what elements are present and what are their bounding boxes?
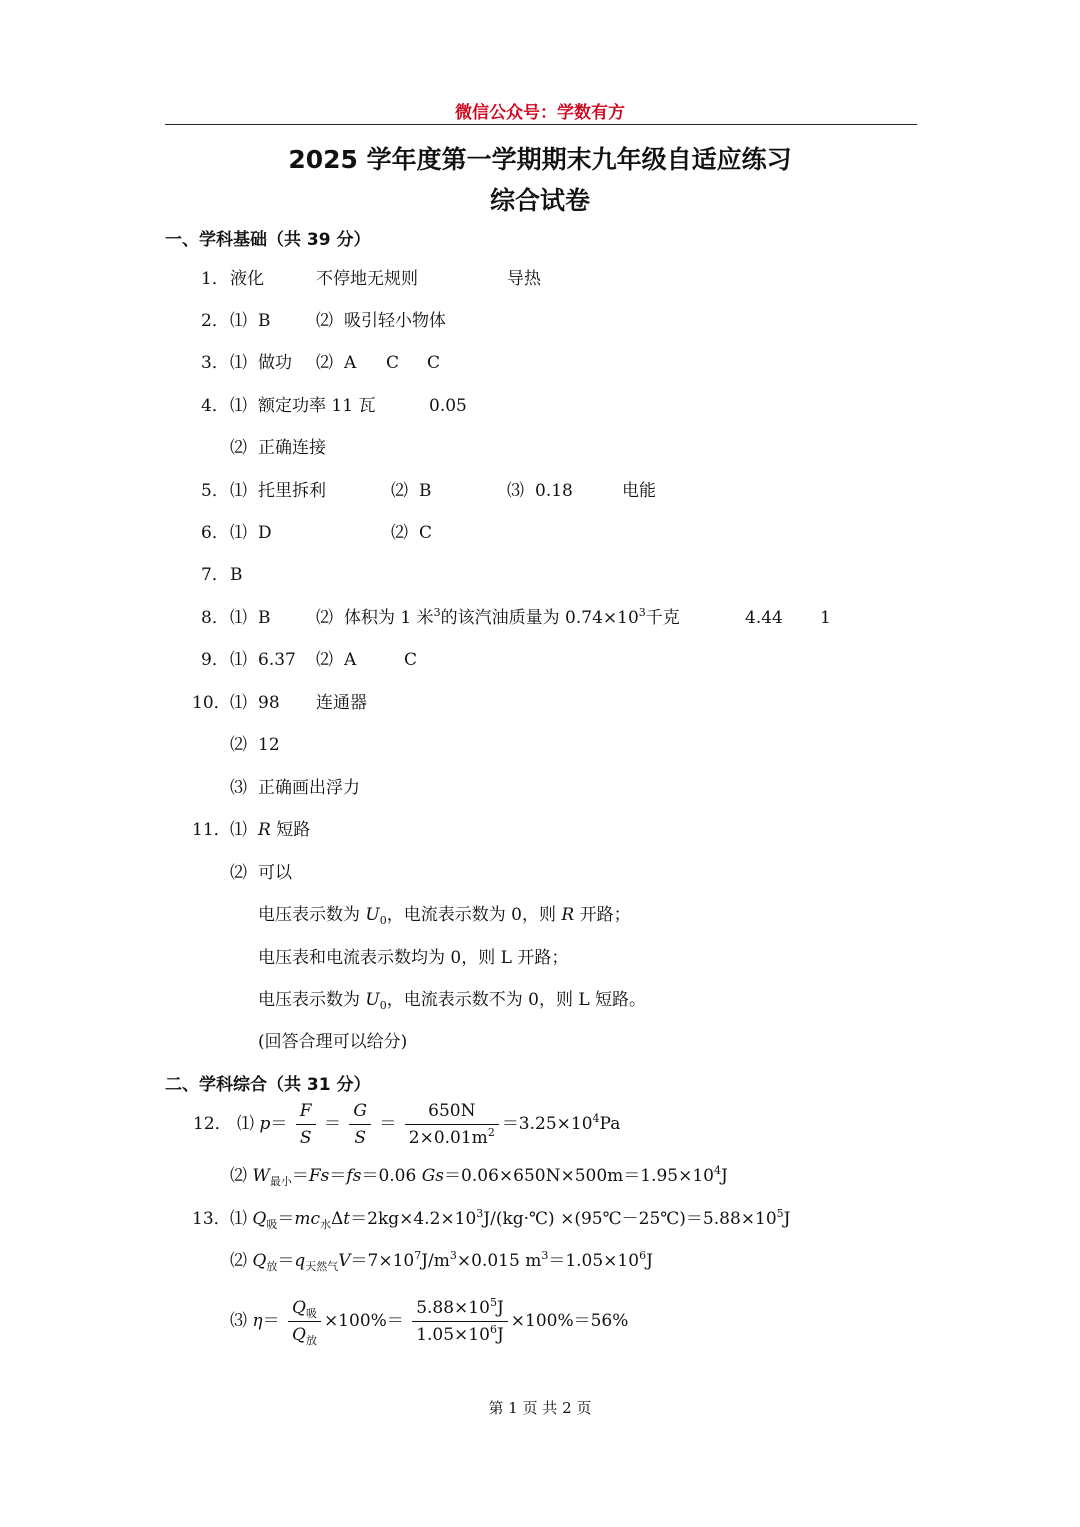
page-header: 微信公众号：学数有方: [455, 103, 625, 123]
q5-answer-2: B: [419, 481, 432, 501]
q11-case-3: 电压表示数为 $U_0$，电流表示数不为 0，则 L 短路。: [258, 990, 647, 1012]
q6-answer-2: C: [419, 523, 433, 543]
q10-part-3: ⑶: [230, 778, 247, 798]
q10-answer-1: 98: [258, 693, 280, 713]
q7-answer-1: B: [230, 565, 243, 585]
q10-answer-4: 正确画出浮力: [258, 778, 360, 798]
q9-answer-3: C: [404, 650, 418, 670]
q13-part-1-formula: ⑴ $Q_吸=mc_水\Delta t=2kg\times 4.2\times 10^3J/(kg\cdot℃)$ $\times(95℃-25℃)=5.88\times 10^5J$: [230, 1207, 791, 1231]
q10-part-2: ⑵: [230, 735, 247, 755]
q5-part-1: ⑴: [230, 481, 247, 501]
q10-answer-2: 连通器: [316, 693, 367, 713]
q10-answer-3: 12: [258, 735, 280, 755]
q11-note: (回答合理可以给分): [258, 1032, 408, 1052]
page-subtitle: 综合试卷: [489, 186, 590, 215]
q9-number: 9．: [201, 650, 229, 670]
q9-answer-2: A: [344, 650, 357, 670]
q8-answer-4: 1: [820, 608, 831, 628]
q5-answer-1: 托里拆利: [258, 481, 326, 501]
q10-part-1: ⑴: [230, 693, 247, 713]
q6-part-2: ⑵: [391, 523, 408, 543]
header-divider: [165, 124, 917, 125]
q6-part-1: ⑴: [230, 523, 247, 543]
q11-part-2: ⑵: [230, 863, 247, 883]
q11-answer-1: R 短路: [258, 820, 311, 840]
q10-number: 10．: [192, 693, 231, 713]
q2-number: 2．: [201, 311, 229, 331]
q5-number: 5．: [201, 481, 229, 501]
q12-number: 12．: [193, 1114, 232, 1134]
q1-answer-1: 液化: [230, 269, 264, 289]
q8-part-2: ⑵: [316, 608, 333, 628]
q8-answer-1: B: [258, 608, 271, 628]
q11-part-1: ⑴: [230, 820, 247, 840]
q8-number: 8．: [201, 608, 229, 628]
q4-answer-2: 0.05: [429, 396, 467, 416]
page-title: 2025 学年度第一学期期末九年级自适应练习: [288, 145, 792, 174]
q9-part-2: ⑵: [316, 650, 333, 670]
q11-case-1: 电压表示数为 $U_0$，电流表示数为 0，则 R 开路；: [258, 905, 631, 927]
q4-number: 4．: [201, 396, 229, 416]
q11-answer-2: 可以: [258, 863, 292, 883]
q3-answer-2: A: [344, 353, 357, 373]
q3-answer-1: 做功: [258, 353, 292, 373]
page-footer: 第 1 页 共 2 页: [488, 1399, 592, 1417]
section-2-heading: 二、学科综合（共 31 分）: [165, 1075, 371, 1095]
q8-answer-3: 4.44: [745, 608, 783, 628]
q8-answer-2: 体积为 1 米$^3$的该汽油质量为 $0.74\times 10^3$千克: [344, 606, 680, 628]
q4-answer-1: 额定功率 11 瓦: [258, 396, 376, 416]
q13-part-2-formula: ⑵ $Q_放=q_{天然气}V=7\times 10^7J/m^3\times 0.015$ $m^3=1.05\times 10^6J$: [230, 1249, 653, 1273]
q12-part-1: ⑴: [237, 1114, 255, 1134]
q3-answer-3: C: [386, 353, 400, 373]
q5-answer-3: 0.18: [535, 481, 573, 501]
q9-part-1: ⑴: [230, 650, 247, 670]
q6-answer-1: D: [258, 523, 272, 543]
q5-part-2: ⑵: [391, 481, 408, 501]
q5-answer-4: 电能: [622, 481, 656, 501]
q3-part-2: ⑵: [316, 353, 333, 373]
q4-answer-3: 正确连接: [258, 438, 326, 458]
q3-number: 3．: [201, 353, 229, 373]
q13-part-3-formula: ⑶ η＝ $\frac{Q_吸}{Q_放}$ ×100%＝ $\frac{5.88\times 10^5J}{1.05\times 10^6J}$ ×100%＝56%: [230, 1296, 629, 1347]
q9-answer-1: 6.37: [258, 650, 296, 670]
q3-answer-4: C: [427, 353, 441, 373]
q1-number: 1．: [201, 269, 229, 289]
section-1-heading: 一、学科基础（共 39 分）: [165, 230, 371, 250]
q8-part-1: ⑴: [230, 608, 247, 628]
q2-answer-2: 吸引轻小物体: [344, 311, 446, 331]
q11-case-2: 电压表和电流表示数均为 0，则 L 开路；: [258, 948, 569, 968]
q12-part-2-formula: ⑵ $W_{最小}=Fs=fs=0.06$ $Gs=0.06\times 650N\times 500m=1.95\times 10^4J$: [230, 1164, 728, 1188]
q1-answer-3: 导热: [507, 269, 541, 289]
q3-part-1: ⑴: [230, 353, 247, 373]
q13-number: 13．: [192, 1209, 231, 1229]
q5-part-3: ⑶: [507, 481, 524, 501]
q1-answer-2: 不停地无规则: [316, 269, 418, 289]
q2-part-1: ⑴: [230, 311, 247, 331]
q6-number: 6．: [201, 523, 229, 543]
q2-part-2: ⑵: [316, 311, 333, 331]
q2-answer-1: B: [258, 311, 271, 331]
q4-part-2: ⑵: [230, 438, 247, 458]
q12-part-1-formula: 12． ⑴ p＝ $\frac{F}{S}$ ＝ $\frac{G}{S}$ ＝ $\frac{650N}{2\times 0.01m^2}$ $=3.25\times 10^4Pa$: [193, 1101, 621, 1148]
q11-number: 11．: [192, 820, 231, 840]
q4-part-1: ⑴: [230, 396, 247, 416]
q7-number: 7．: [201, 565, 229, 585]
